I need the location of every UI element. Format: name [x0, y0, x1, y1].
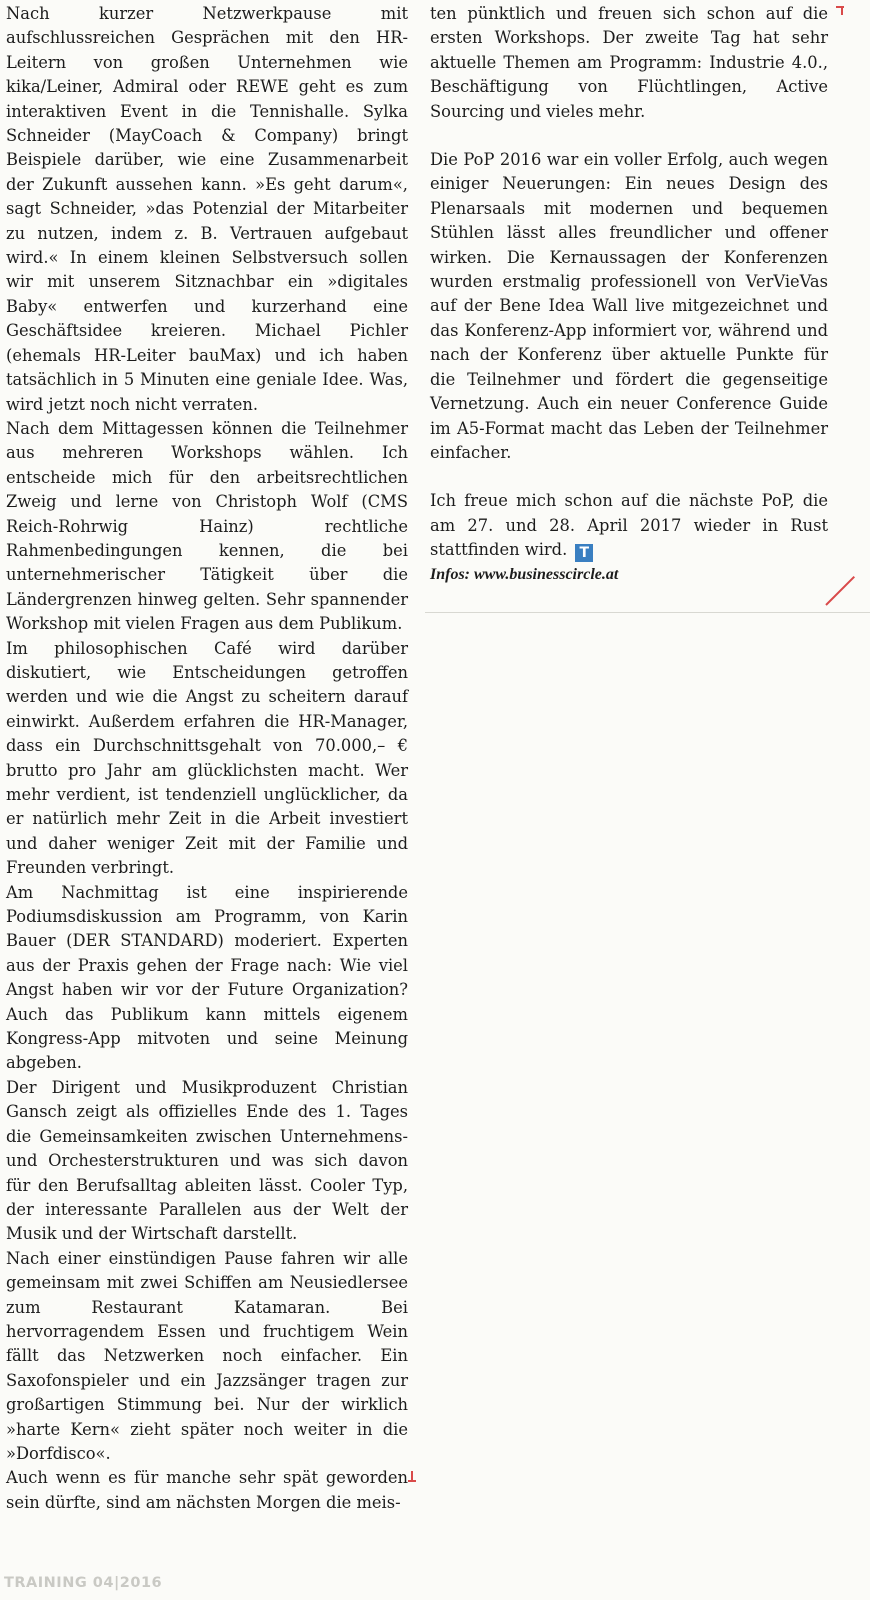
paragraph-day-two: ten pünktlich und freuen sich schon auf die ersten Workshops. Der zweite Tag hat sehr aktuelle Themen am Programm: Industrie 4.0., Beschäftigung von Flüchtlingen, Active Sourcing und vieles mehr. — [430, 4, 828, 121]
left-column — [6, 2, 408, 1515]
column-divider — [425, 612, 870, 613]
rewe-smallcaps: REWE — [235, 77, 289, 97]
red-corner-mark-bottom-tick — [408, 1480, 416, 1482]
right-column — [430, 2, 828, 587]
paragraph-gansch: Der Dirigent und Musikproduzent Christian Gansch zeigt als offizielles Ende des 1. Tages die Gemeinsamkeiten zwischen Unternehmens- und Orchesterstrukturen und was sich davon für den Berufsalltag ableiten lässt. Cooler Typ, der interessante Parallelen aus der Welt der Musik und der Wirtschaft darstellt. — [6, 1077, 408, 1244]
footer-issue: TRAINING 04|2016 — [4, 1575, 163, 1591]
red-slash-mark — [825, 576, 855, 606]
paragraph-podium: Am Nachmittag ist eine inspirierende Podiumsdiskussion am Programm, von Karin Bauer (DER STANDARD) moderiert. Experten aus der Praxis gehen der Frage nach: Wie viel Angst haben wir vor der Future Organization? Auch das Publikum kann mittels eigenem Kongress-App mitvoten und seine Meinung abgeben. — [6, 882, 408, 1073]
paragraph-pop-success: Die PoP 2016 war ein voller Erfolg, auch wegen einiger Neuerungen: Ein neues Design des Plenarsaals mit modernen und bequemen Stühlen lässt alles freundlicher und offener wirken. Die Kernaussagen der Konferenzen wurden erstmalig professionell von VerVieVas auf der Bene Idea Wall live mitgezeichnet und das Konferenz-App informiert vor, während und nach der Konferenz über aktuelle Punkte für die Teilnehmer und fördert die gegenseitige Vernetzung. Auch ein neuer Conference Guide im A5-Format macht das Leben der Teilnehmer einfacher. — [430, 150, 828, 462]
paragraph-cafe: Im philosophischen Café wird darüber diskutiert, wie Entscheidungen getroffen werden und wie die Angst zu scheitern darauf einwirkt. Außerdem erfahren die HR-Manager, dass ein Durchschnittsgehalt von 70.000,– € brutto pro Jahr am glücklichsten macht. Wer mehr verdient, ist tendenziell unglücklicher, da er natürlich mehr Zeit in die Arbeit investiert und daher weniger Zeit mit der Familie und Freunden verbringt. — [6, 638, 408, 878]
derstandard-smallcaps: DER STANDARD — [72, 931, 218, 951]
infos-link[interactable]: Infos: www.businesscircle.at — [430, 565, 619, 583]
paragraph-morning: Auch wenn es für manche sehr spät geworden sein dürfte, sind am nächsten Morgen die meis- — [6, 1468, 408, 1512]
red-corner-mark-top-tick — [841, 7, 843, 15]
training-end-logo-icon: T — [575, 544, 593, 562]
paragraph-event: Nach kurzer Netzwerkpause mit aufschlussreichen Gesprächen mit den HR-Leitern von großen Unternehmen wie kika/Leiner, Admiral oder REWE geht es zum interaktiven Event in die Tennishalle. Sylka Schneider (MayCoach & Company) bringt Beispiele darüber, wie eine Zusammenarbeit der Zukunft aussehen kann. »Es geht darum«, sagt Schneider, »das Potenzial der Mitarbeiter zu nutzen, indem z. B. Vertrauen aufgebaut wird.« In einem kleinen Selbstversuch sollen wir mit unserem Sitznachbar ein »digitales Baby« entwerfen und kurzerhand eine Geschäftsidee kreieren. Michael Pichler (ehemals HR-Leiter bauMax) und ich haben tatsächlich in 5 Minuten eine geniale Idee. Was, wird jetzt noch nicht verraten. — [6, 4, 409, 414]
paragraph-katamaran: Nach einer einstündigen Pause fahren wir alle gemeinsam mit zwei Schiffen am Neusiedlersee zum Restaurant Katamaran. Bei hervorragendem Essen und fruchtigem Wein fällt das Netzwerken noch einfacher. Ein Saxofonspieler und ein Jazzsänger tragen zur großartigen Stimmung bei. Nur der wirklich »harte Kern« zieht später noch weiter in die »Dorfdisco«. — [6, 1248, 408, 1463]
paragraph-workshops: Nach dem Mittagessen können die Teilnehmer aus mehreren Workshops wählen. Ich entscheide mich für den arbeitsrechtlichen Zweig und lerne von Christoph Wolf (CMS Reich-Rohrwig Hainz) rechtliche Rahmenbedingungen kennen, die bei unternehmerischer Tätigkeit über die Ländergrenzen hinweg gelten. Sehr spannender Workshop mit vielen Fragen aus dem Publikum. — [6, 418, 408, 634]
paragraph-next-pop: Ich freue mich schon auf die nächste PoP, die am 27. und 28. April 2017 wieder in Rust stattfinden wird. T — [430, 491, 828, 562]
cms-smallcaps: CMS — [367, 492, 408, 512]
